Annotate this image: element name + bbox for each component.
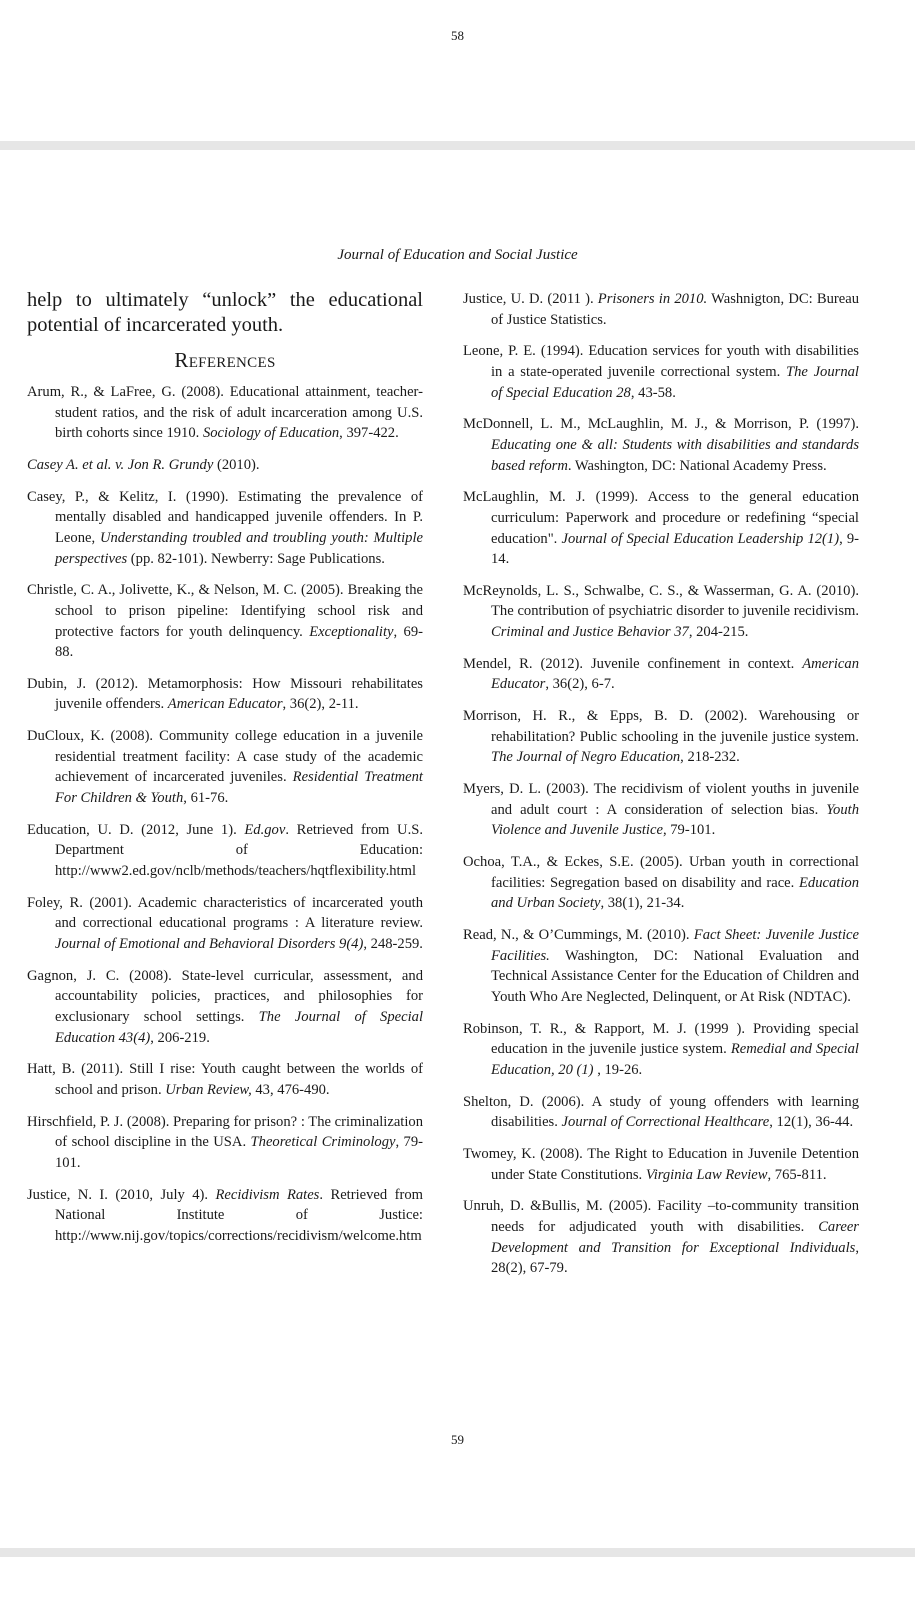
reference-text: Unruh, D. &Bullis, M. (2005). Facility –to-community transition needs for adjudicated youth with disabilities. [463,1198,859,1235]
reference-text: . Washington, DC: National Academy Press. [567,457,827,474]
right-column [463,289,859,1290]
reference-italic-title: Urban Review, [165,1081,252,1098]
reference-entry [463,1019,859,1081]
reference-text: (2010). [213,456,260,473]
reference-entry [27,674,423,715]
page-separator-bottom [0,1548,915,1557]
reference-text: Christle, C. A., Jolivette, K., & Nelson, M. C. (2005). Breaking the school to prison pipeline: Identifying school risk and protective factors for youth delinquency. [27,582,423,640]
reference-text: , 43-58. [630,384,676,401]
reference-text: Washnigton, DC: Bureau of Justice Statistics. [491,291,860,328]
reference-text: McDonnell, L. M., McLaughlin, M. J., & Morrison, P. (1997). [463,416,859,433]
reference-text: 43, 476-490. [251,1081,330,1098]
reference-italic-title: Journal of Emotional and Behavioral Disorders 9(4) [55,935,364,952]
reference-text: . Retrieved from National Institute of Justice: http://www.nij.gov/topics/corrections/recidivism/welcome.htm [55,1186,423,1244]
reference-entry [463,654,859,695]
reference-italic-title: Ed.gov [244,821,286,838]
reference-text: , 79-101. [662,822,716,839]
reference-italic-title: Recidivism Rates [215,1186,320,1203]
reference-text: , 248-259. [363,935,423,952]
reference-entry [27,1185,423,1247]
reference-entry [27,487,423,569]
running-header: Journal of Education and Social Justice [337,247,578,263]
reference-text: Mendel, R. (2012). Juvenile confinement in context. [463,655,803,672]
reference-entry [27,580,423,662]
reference-entry [463,1092,859,1133]
reference-text: , 12(1), 36-44. [769,1114,854,1131]
reference-text: Casey, P., & Kelitz, I. (1990). Estimating the prevalence of mentally disabled and handicapped juvenile offenders. In P. Leone, [27,488,423,546]
references-heading: References [174,348,276,372]
reference-text: , 204-215. [688,624,749,641]
reference-text: DuCloux, K. (2008). Community college education in a juvenile residential treatment facility: A case study of the academic achievement of incarcerated juveniles. [27,728,423,786]
reference-text: McReynolds, L. S., Schwalbe, C. S., & Wasserman, G. A. (2010). The contribution of psychiatric disorder to juvenile recidivism. [463,582,859,620]
reference-italic-title: The Journal of Negro Education [491,749,681,766]
page-number: 59 [451,1432,464,1447]
reference-italic-title: American Educator [491,655,859,693]
reference-entry [27,726,423,808]
reference-text: Washington, DC: National Evaluation and Technical Assistance Center for the Education of Children and Youth Who Are Neglected, Delinquent, or At Risk (NDTAC). [491,947,859,1005]
reference-italic-title: American Educator [167,696,283,713]
reference-text: , 206-219. [150,1029,210,1046]
reference-entry [463,289,859,330]
reference-text: Shelton, D. (2006). A study of young offenders with learning disabilities. [463,1093,859,1131]
reference-italic-title: Educating one & all: Students with disabilities and standards based reform [491,436,859,474]
reference-entry [27,455,423,476]
reference-italic-title: Prisoners in 2010. [597,291,708,307]
reference-text: Ochoa, T.A., & Eckes, S.E. (2005). Urban youth in correctional facilities: Segregation based on disability and race. [463,854,859,891]
reference-text: , 9-14. [491,530,859,568]
reference-entry [463,487,859,569]
reference-text: Robinson, T. R., & Rapport, M. J. (1999 ). Providing special education in the juvenile justice system. [463,1020,859,1058]
reference-entry [463,706,859,768]
reference-entry [27,1112,423,1174]
previous-page-number: 58 [451,28,464,43]
reference-italic-title: Casey A. et al. v. Jon R. Grundy [27,456,214,473]
reference-text: , 28(2), 67-79. [491,1239,859,1277]
reference-text: Justice, U. D. (2011 ). [463,291,598,307]
reference-italic-title: Remedial and Special Education, 20 (1) [491,1041,859,1078]
reference-text: (pp. 82-101). Newberry: Sage Publications. [127,550,385,567]
reference-text: , 79-101. [55,1134,424,1171]
reference-entry [463,414,859,476]
reference-text: . Retrieved from U.S. Department of Education: http://www2.ed.gov/nclb/methods/teachers/hqtflexibility.html [55,821,423,879]
reference-italic-title: Sociology of Education [202,425,340,442]
reference-italic-title: Career Development and Transition for Exceptional Individuals [491,1219,859,1256]
reference-text: , 36(2), 6-7. [545,676,615,693]
reference-text: , 218-232. [680,749,740,766]
reference-entry [463,1196,859,1278]
reference-italic-title: Residential Treatment For Children & Youth [55,769,423,807]
reference-italic-title: Journal of Correctional Healthcare [561,1114,770,1131]
reference-text: Twomey, K. (2008). The Right to Education in Juvenile Detention under State Constitutions. [463,1146,859,1183]
reference-text: Myers, D. L. (2003). The recidivism of violent youths in juvenile and adult court : A consideration of selection bias. [463,781,859,818]
reference-text: , 397-422. [339,425,399,442]
reference-entry [27,820,423,882]
reference-text: Dubin, J. (2012). Metamorphosis: How Missouri rehabilitates juvenile offenders. [27,675,423,713]
reference-entry [27,893,423,955]
reference-italic-title: Understanding troubled and troubling youth: Multiple perspectives [55,529,423,567]
reference-entry [463,779,859,841]
reference-text: Morrison, H. R., & Epps, B. D. (2002). Warehousing or rehabilitation? Public schooling in the juvenile justice system. [463,708,859,745]
reference-text: , 765-811. [767,1166,827,1183]
reference-italic-title: Fact Sheet: Juvenile Justice Facilities. [491,927,859,964]
reference-entry [27,966,423,1048]
reference-italic-title: The Journal of Special Education 28 [491,363,859,401]
reference-italic-title: The Journal of Special Education 43(4) [55,1008,423,1046]
reference-italic-title: Virginia Law Review [645,1166,768,1183]
reference-text: Read, N., & O’Cummings, M. (2010). [463,927,694,944]
left-reference-list [27,382,423,1246]
reference-entry [463,341,859,403]
reference-text: , 36(2), 2-11. [282,696,359,713]
reference-text: Hirschfield, P. J. (2008). Preparing for prison? : The criminalization of school discipline in the USA. [27,1113,423,1151]
reference-text: Education, U. D. (2012, June 1). [27,821,245,838]
reference-text: Arum, R., & LaFree, G. (2008). Educational attainment, teacher-student ratios, and the risk of adult incarceration among U.S. birth cohorts since 1910. [27,384,423,442]
reference-italic-title: Exceptionality [309,623,394,640]
reference-entry [463,581,859,643]
reference-text: Leone, P. E. (1994). Education services for youth with disabilities in a state-operated juvenile correctional system. [463,343,859,380]
reference-entry [27,382,423,444]
reference-text: , 19-26. [593,1061,643,1078]
right-reference-list [463,289,859,1279]
reference-text: Justice, N. I. (2010, July 4). [27,1186,216,1203]
reference-entry [463,852,859,914]
reference-entry [463,1144,859,1185]
reference-italic-title: Theoretical Criminology [250,1134,396,1151]
reference-text: , 38(1), 21-34. [600,895,685,912]
reference-text: McLaughlin, M. J. (1999). Access to the general education curriculum: Paperwork and procedure or redefining “special education". [463,489,859,547]
reference-text: Hatt, B. (2011). Still I rise: Youth caught between the worlds of school and prison. [27,1061,423,1098]
reference-italic-title: Youth Violence and Juvenile Justice [491,801,859,839]
reference-entry [463,925,859,1007]
reference-text: , 69-88. [55,623,423,661]
lead-paragraph: help to ultimately “unlock” the educational potential of incarcerated youth. [27,289,423,336]
reference-entry [27,1059,423,1100]
reference-italic-title: Criminal and Justice Behavior 37 [491,624,689,641]
reference-text: Gagnon, J. C. (2008). State-level curricular, assessment, and accountability policies, practices, and philosophies for exclusionary school settings. [27,967,423,1025]
left-column [27,288,423,1258]
reference-text: Foley, R. (2001). Academic characteristics of incarcerated youth and correctional educational programs : A literature review. [27,894,423,932]
page-separator-top [0,141,915,150]
reference-italic-title: Education and Urban Society [491,874,859,912]
reference-italic-title: Journal of Special Education Leadership 12(1) [561,530,840,547]
reference-text: , 61-76. [183,790,229,807]
